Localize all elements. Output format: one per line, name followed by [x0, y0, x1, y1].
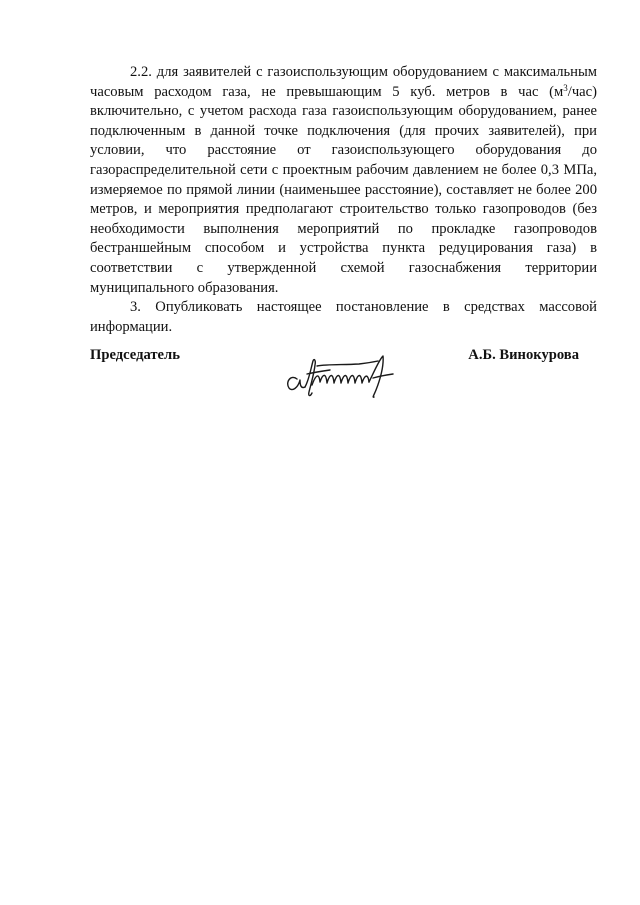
document-body — [90, 63, 597, 337]
paragraph-2-2-text-start: 2.2. для заявителей с газоиспользующим оборудованием с максимальным часовым расходом газа, не превышающим 5 куб. метров в час (м — [90, 64, 597, 100]
signatory-name: А.Б. Винокурова — [468, 347, 579, 363]
signatory-title: Председатель — [90, 347, 180, 363]
cubic-superscript: 3 — [563, 82, 568, 93]
paragraph-3: 3. Опубликовать настоящее постановление в средствах массовой информации. — [90, 299, 597, 335]
paragraph-2-2-text-end: /час) включительно, с учетом расхода газа газоиспользующим оборудованием, ранее подключенным в данной точке подключения (для прочих заявителей), при условии, что расстояние от газоиспользующего оборудования до газораспределительной сети с проектным рабочим давлением не более 0,3 МПа, измеряемое по прямой линии (наименьшее расстояние), составляет не более 200 метров, и мероприятия предполагают строительство только газопроводов (без необходимости выполнения мероприятий по прокладке газопроводов бестраншейным способом и устройства пункта редуцирования газа) в соответствии с утвержденной схемой газоснабжения территории муниципального образования. — [90, 83, 597, 296]
paragraph-2-2 — [90, 63, 597, 298]
handwritten-signature — [283, 352, 408, 400]
